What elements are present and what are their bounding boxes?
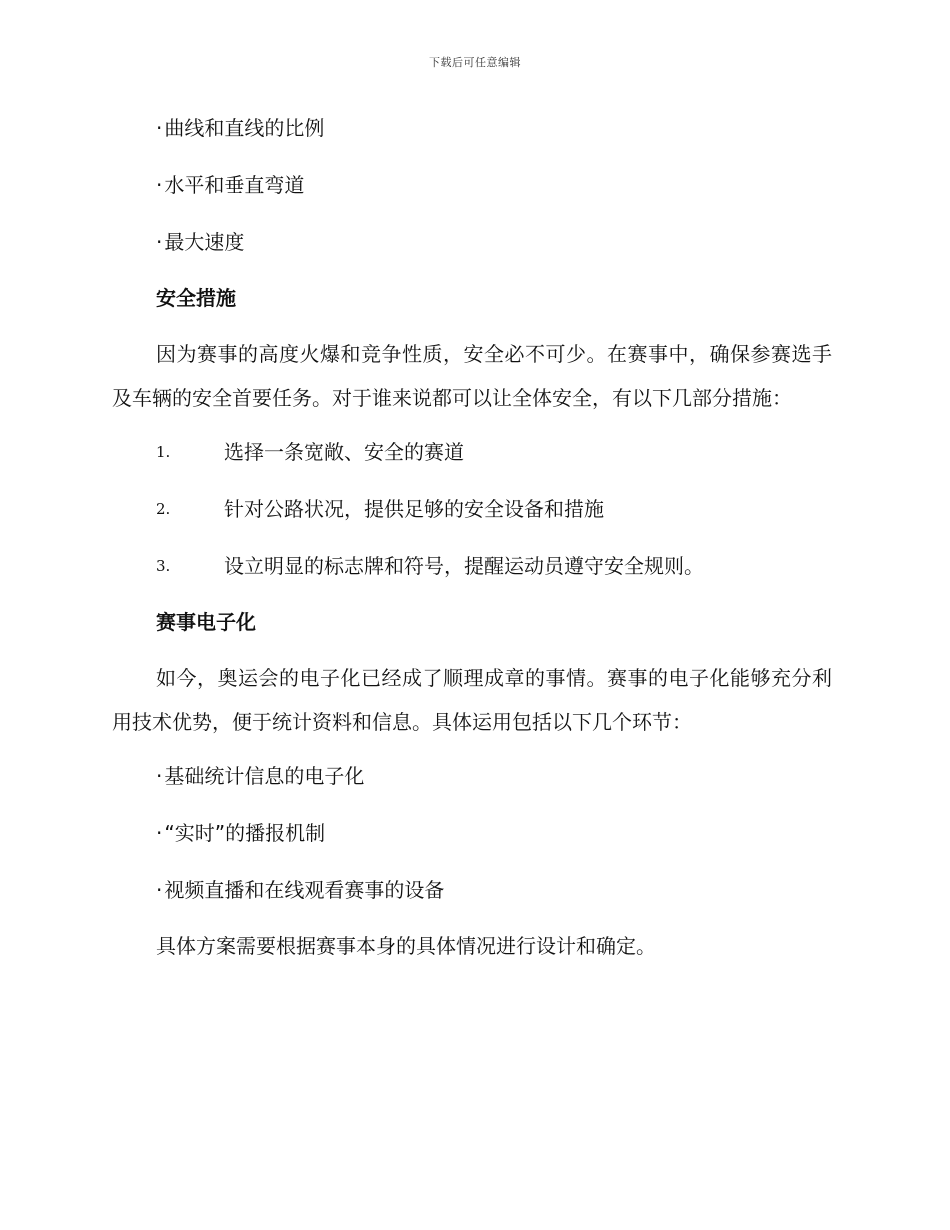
item-text: 选择一条宽敞、安全的赛道 (224, 440, 464, 464)
list-item (156, 760, 832, 792)
closing-sentence: 具体方案需要根据赛事本身的具体情况进行设计和确定。 (156, 934, 656, 958)
list-item-text: 视频直播和在线观看赛事的设备 (164, 878, 445, 902)
list-item-text: 基础统计信息的电子化 (164, 764, 365, 788)
section-heading-safety: 安全措施 (156, 286, 236, 310)
item-text: 设立明显的标志牌和符号，提醒运动员遵守安全规则。 (224, 554, 704, 578)
list-item (156, 874, 832, 906)
section-heading-electronic: 赛事电子化 (156, 610, 256, 634)
numbered-item (156, 493, 832, 525)
list-item (156, 817, 832, 849)
item-number: 2. (156, 500, 171, 518)
list-item-text: 曲线和直线的比例 (164, 116, 325, 140)
item-text: 针对公路状况，提供足够的安全设备和措施 (224, 497, 604, 521)
electronic-paragraph: 如今，奥运会的电子化已经成了顺理成章的事情。赛事的电子化能够充分利用技术优势，便于统计资料和信息。具体运用包括以下几个环节： (112, 666, 832, 734)
document-body (112, 112, 832, 962)
list-item-text: “实时”的播报机制 (164, 821, 326, 845)
bullet-dot: · (156, 230, 163, 254)
bullet-dot: · (156, 764, 163, 788)
list-item (156, 112, 832, 144)
page-header: 下载后可任意编辑 (429, 56, 521, 69)
item-number: 3. (156, 557, 171, 575)
list-item (156, 169, 832, 201)
list-item-text: 水平和垂直弯道 (164, 173, 305, 197)
safety-paragraph: 因为赛事的高度火爆和竞争性质，安全必不可少。在赛事中，确保参赛选手及车辆的安全首要任务。对于谁来说都可以让全体安全，有以下几部分措施： (112, 342, 832, 410)
item-number: 1. (156, 443, 171, 461)
list-item-text: 最大速度 (164, 230, 245, 254)
bullet-dot: · (156, 173, 163, 197)
bullet-dot: · (156, 821, 163, 845)
bullet-dot: · (156, 878, 163, 902)
list-item (156, 226, 832, 258)
numbered-item (156, 436, 832, 468)
numbered-item (156, 550, 832, 582)
bullet-dot: · (156, 116, 163, 140)
